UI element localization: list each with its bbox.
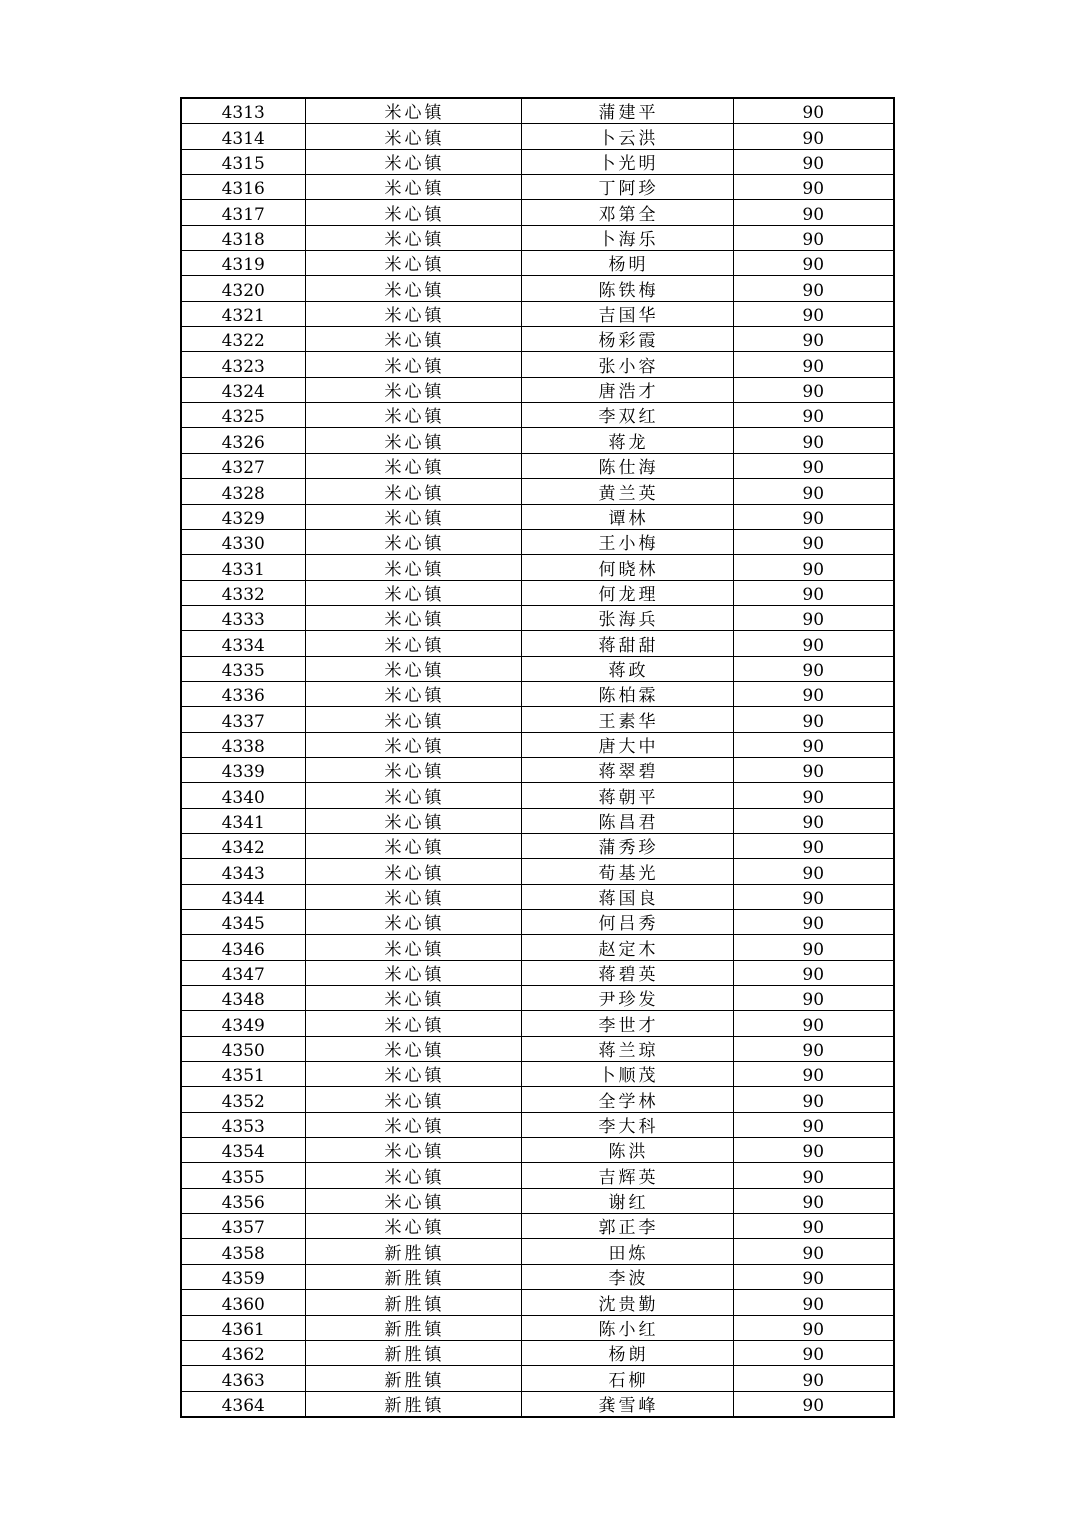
- person-name-cell: 蒋龙: [521, 428, 733, 453]
- table-row: [181, 98, 894, 124]
- table-row: [181, 1062, 894, 1087]
- town-cell: 米心镇: [305, 884, 521, 909]
- table-row: [181, 732, 894, 757]
- town-cell: 米心镇: [305, 935, 521, 960]
- town-cell: 米心镇: [305, 757, 521, 782]
- town-cell: 米心镇: [305, 479, 521, 504]
- table-row: [181, 1239, 894, 1264]
- person-name-cell: 蒋朝平: [521, 783, 733, 808]
- person-name-cell: 石柳: [521, 1366, 733, 1391]
- row-number-cell: 4314: [181, 124, 305, 149]
- person-name-cell: 李大科: [521, 1112, 733, 1137]
- town-cell: 米心镇: [305, 276, 521, 301]
- row-number-cell: 4348: [181, 986, 305, 1011]
- row-number-cell: 4315: [181, 149, 305, 174]
- table-row: [181, 1290, 894, 1315]
- town-cell: 米心镇: [305, 1163, 521, 1188]
- person-name-cell: 张小容: [521, 352, 733, 377]
- town-cell: 米心镇: [305, 707, 521, 732]
- score-cell: 90: [733, 1036, 894, 1061]
- table-row: [181, 707, 894, 732]
- person-name-cell: 黄兰英: [521, 479, 733, 504]
- score-cell: 90: [733, 225, 894, 250]
- row-number-cell: 4335: [181, 656, 305, 681]
- score-cell: 90: [733, 1366, 894, 1391]
- table-row: [181, 935, 894, 960]
- person-name-cell: 谭林: [521, 504, 733, 529]
- person-name-cell: 荀基光: [521, 859, 733, 884]
- town-cell: 米心镇: [305, 225, 521, 250]
- row-number-cell: 4356: [181, 1188, 305, 1213]
- town-cell: 米心镇: [305, 1036, 521, 1061]
- town-cell: 新胜镇: [305, 1391, 521, 1417]
- person-name-cell: 王小梅: [521, 529, 733, 554]
- town-cell: 米心镇: [305, 251, 521, 276]
- score-cell: 90: [733, 732, 894, 757]
- town-cell: 米心镇: [305, 1011, 521, 1036]
- row-number-cell: 4341: [181, 808, 305, 833]
- town-cell: 米心镇: [305, 808, 521, 833]
- score-cell: 90: [733, 504, 894, 529]
- score-cell: 90: [733, 403, 894, 428]
- row-number-cell: 4344: [181, 884, 305, 909]
- person-name-cell: 赵定木: [521, 935, 733, 960]
- score-cell: 90: [733, 859, 894, 884]
- score-cell: 90: [733, 1214, 894, 1239]
- row-number-cell: 4339: [181, 757, 305, 782]
- row-number-cell: 4327: [181, 453, 305, 478]
- town-cell: 米心镇: [305, 200, 521, 225]
- table-row: [181, 986, 894, 1011]
- town-cell: 米心镇: [305, 1062, 521, 1087]
- row-number-cell: 4349: [181, 1011, 305, 1036]
- town-cell: 新胜镇: [305, 1264, 521, 1289]
- table-row: [181, 403, 894, 428]
- score-cell: 90: [733, 884, 894, 909]
- town-cell: 米心镇: [305, 656, 521, 681]
- table-row: [181, 352, 894, 377]
- row-number-cell: 4321: [181, 301, 305, 326]
- row-number-cell: 4330: [181, 529, 305, 554]
- row-number-cell: 4337: [181, 707, 305, 732]
- town-cell: 新胜镇: [305, 1315, 521, 1340]
- score-cell: 90: [733, 757, 894, 782]
- person-name-cell: 陈柏霖: [521, 681, 733, 706]
- town-cell: 新胜镇: [305, 1340, 521, 1365]
- person-name-cell: 陈铁梅: [521, 276, 733, 301]
- score-cell: 90: [733, 986, 894, 1011]
- score-cell: 90: [733, 1239, 894, 1264]
- person-name-cell: 沈贵勤: [521, 1290, 733, 1315]
- row-number-cell: 4334: [181, 631, 305, 656]
- score-cell: 90: [733, 833, 894, 858]
- score-cell: 90: [733, 1112, 894, 1137]
- town-cell: 米心镇: [305, 555, 521, 580]
- score-cell: 90: [733, 352, 894, 377]
- person-name-cell: 杨明: [521, 251, 733, 276]
- town-cell: 米心镇: [305, 124, 521, 149]
- town-cell: 米心镇: [305, 377, 521, 402]
- person-name-cell: 全学林: [521, 1087, 733, 1112]
- person-name-cell: 李波: [521, 1264, 733, 1289]
- town-cell: 米心镇: [305, 859, 521, 884]
- town-cell: 米心镇: [305, 428, 521, 453]
- score-cell: 90: [733, 656, 894, 681]
- row-number-cell: 4313: [181, 98, 305, 124]
- person-name-cell: 何吕秀: [521, 910, 733, 935]
- row-number-cell: 4331: [181, 555, 305, 580]
- score-cell: 90: [733, 631, 894, 656]
- score-cell: 90: [733, 1188, 894, 1213]
- row-number-cell: 4357: [181, 1214, 305, 1239]
- person-name-cell: 龚雪峰: [521, 1391, 733, 1417]
- row-number-cell: 4352: [181, 1087, 305, 1112]
- table-row: [181, 1315, 894, 1340]
- town-cell: 米心镇: [305, 910, 521, 935]
- row-number-cell: 4355: [181, 1163, 305, 1188]
- row-number-cell: 4361: [181, 1315, 305, 1340]
- person-name-cell: 杨朗: [521, 1340, 733, 1365]
- person-name-cell: 李双红: [521, 403, 733, 428]
- town-cell: 米心镇: [305, 98, 521, 124]
- table-row: [181, 149, 894, 174]
- table-row: [181, 555, 894, 580]
- town-cell: 米心镇: [305, 504, 521, 529]
- table-row: [181, 1087, 894, 1112]
- table-body: [181, 98, 894, 1417]
- table-row: [181, 681, 894, 706]
- table-row: [181, 529, 894, 554]
- person-name-cell: 吉辉英: [521, 1163, 733, 1188]
- row-number-cell: 4325: [181, 403, 305, 428]
- town-cell: 米心镇: [305, 1087, 521, 1112]
- score-cell: 90: [733, 960, 894, 985]
- score-cell: 90: [733, 276, 894, 301]
- score-cell: 90: [733, 935, 894, 960]
- table-row: [181, 225, 894, 250]
- row-number-cell: 4340: [181, 783, 305, 808]
- score-cell: 90: [733, 251, 894, 276]
- row-number-cell: 4354: [181, 1138, 305, 1163]
- score-cell: 90: [733, 301, 894, 326]
- score-cell: 90: [733, 124, 894, 149]
- person-name-cell: 陈小红: [521, 1315, 733, 1340]
- score-cell: 90: [733, 377, 894, 402]
- row-number-cell: 4358: [181, 1239, 305, 1264]
- score-cell: 90: [733, 707, 894, 732]
- person-name-cell: 卜顺茂: [521, 1062, 733, 1087]
- person-name-cell: 吉国华: [521, 301, 733, 326]
- town-cell: 米心镇: [305, 833, 521, 858]
- town-cell: 米心镇: [305, 580, 521, 605]
- table-row: [181, 453, 894, 478]
- score-cell: 90: [733, 529, 894, 554]
- table-row: [181, 504, 894, 529]
- row-number-cell: 4329: [181, 504, 305, 529]
- person-name-cell: 唐浩才: [521, 377, 733, 402]
- person-name-cell: 唐大中: [521, 732, 733, 757]
- score-cell: 90: [733, 580, 894, 605]
- table-row: [181, 124, 894, 149]
- row-number-cell: 4342: [181, 833, 305, 858]
- score-cell: 90: [733, 428, 894, 453]
- score-cell: 90: [733, 681, 894, 706]
- person-name-cell: 尹珍发: [521, 986, 733, 1011]
- town-cell: 米心镇: [305, 732, 521, 757]
- table-row: [181, 631, 894, 656]
- score-cell: 90: [733, 1264, 894, 1289]
- town-cell: 新胜镇: [305, 1290, 521, 1315]
- score-cell: 90: [733, 98, 894, 124]
- table-row: [181, 327, 894, 352]
- table-row: [181, 1391, 894, 1417]
- table-row: [181, 960, 894, 985]
- town-cell: 米心镇: [305, 1214, 521, 1239]
- row-number-cell: 4360: [181, 1290, 305, 1315]
- table-row: [181, 783, 894, 808]
- row-number-cell: 4362: [181, 1340, 305, 1365]
- score-cell: 90: [733, 910, 894, 935]
- table-row: [181, 656, 894, 681]
- row-number-cell: 4359: [181, 1264, 305, 1289]
- town-cell: 米心镇: [305, 175, 521, 200]
- score-cell: 90: [733, 808, 894, 833]
- table-row: [181, 808, 894, 833]
- data-table: [180, 97, 895, 1418]
- table-row: [181, 251, 894, 276]
- person-name-cell: 卜云洪: [521, 124, 733, 149]
- score-cell: 90: [733, 479, 894, 504]
- town-cell: 米心镇: [305, 529, 521, 554]
- table-row: [181, 1036, 894, 1061]
- person-name-cell: 田炼: [521, 1239, 733, 1264]
- town-cell: 米心镇: [305, 149, 521, 174]
- table-row: [181, 757, 894, 782]
- person-name-cell: 何晓林: [521, 555, 733, 580]
- town-cell: 新胜镇: [305, 1366, 521, 1391]
- score-cell: 90: [733, 1087, 894, 1112]
- score-cell: 90: [733, 1011, 894, 1036]
- row-number-cell: 4351: [181, 1062, 305, 1087]
- person-name-cell: 郭正李: [521, 1214, 733, 1239]
- person-name-cell: 卜海乐: [521, 225, 733, 250]
- person-name-cell: 蒋国良: [521, 884, 733, 909]
- row-number-cell: 4319: [181, 251, 305, 276]
- table-row: [181, 1214, 894, 1239]
- town-cell: 米心镇: [305, 1188, 521, 1213]
- person-name-cell: 蒋兰琼: [521, 1036, 733, 1061]
- table-row: [181, 479, 894, 504]
- score-cell: 90: [733, 1315, 894, 1340]
- table-row: [181, 1340, 894, 1365]
- row-number-cell: 4345: [181, 910, 305, 935]
- person-name-cell: 张海兵: [521, 605, 733, 630]
- person-name-cell: 李世才: [521, 1011, 733, 1036]
- score-cell: 90: [733, 1340, 894, 1365]
- row-number-cell: 4323: [181, 352, 305, 377]
- score-cell: 90: [733, 555, 894, 580]
- row-number-cell: 4320: [181, 276, 305, 301]
- person-name-cell: 陈昌君: [521, 808, 733, 833]
- town-cell: 米心镇: [305, 301, 521, 326]
- row-number-cell: 4326: [181, 428, 305, 453]
- person-name-cell: 陈洪: [521, 1138, 733, 1163]
- row-number-cell: 4317: [181, 200, 305, 225]
- person-name-cell: 谢红: [521, 1188, 733, 1213]
- town-cell: 米心镇: [305, 352, 521, 377]
- row-number-cell: 4324: [181, 377, 305, 402]
- person-name-cell: 丁阿珍: [521, 175, 733, 200]
- person-name-cell: 蒋甜甜: [521, 631, 733, 656]
- score-cell: 90: [733, 1391, 894, 1417]
- town-cell: 新胜镇: [305, 1239, 521, 1264]
- table-row: [181, 1112, 894, 1137]
- table-row: [181, 1264, 894, 1289]
- row-number-cell: 4364: [181, 1391, 305, 1417]
- person-name-cell: 蒲建平: [521, 98, 733, 124]
- score-cell: 90: [733, 1290, 894, 1315]
- row-number-cell: 4343: [181, 859, 305, 884]
- town-cell: 米心镇: [305, 681, 521, 706]
- person-name-cell: 蒋政: [521, 656, 733, 681]
- table-row: [181, 175, 894, 200]
- table-row: [181, 1011, 894, 1036]
- table-row: [181, 377, 894, 402]
- row-number-cell: 4332: [181, 580, 305, 605]
- row-number-cell: 4350: [181, 1036, 305, 1061]
- person-name-cell: 蒲秀珍: [521, 833, 733, 858]
- row-number-cell: 4316: [181, 175, 305, 200]
- table-row: [181, 200, 894, 225]
- town-cell: 米心镇: [305, 986, 521, 1011]
- person-name-cell: 蒋碧英: [521, 960, 733, 985]
- town-cell: 米心镇: [305, 1112, 521, 1137]
- table-row: [181, 276, 894, 301]
- score-cell: 90: [733, 783, 894, 808]
- row-number-cell: 4347: [181, 960, 305, 985]
- score-cell: 90: [733, 1138, 894, 1163]
- person-name-cell: 何龙理: [521, 580, 733, 605]
- row-number-cell: 4322: [181, 327, 305, 352]
- person-name-cell: 蒋翠碧: [521, 757, 733, 782]
- score-cell: 90: [733, 1163, 894, 1188]
- row-number-cell: 4328: [181, 479, 305, 504]
- table-row: [181, 428, 894, 453]
- table-row: [181, 884, 894, 909]
- table-row: [181, 1138, 894, 1163]
- table-row: [181, 910, 894, 935]
- person-name-cell: 杨彩霞: [521, 327, 733, 352]
- person-name-cell: 陈仕海: [521, 453, 733, 478]
- person-name-cell: 卜光明: [521, 149, 733, 174]
- table-row: [181, 833, 894, 858]
- row-number-cell: 4363: [181, 1366, 305, 1391]
- row-number-cell: 4346: [181, 935, 305, 960]
- table-row: [181, 859, 894, 884]
- row-number-cell: 4333: [181, 605, 305, 630]
- table-row: [181, 1188, 894, 1213]
- town-cell: 米心镇: [305, 403, 521, 428]
- score-cell: 90: [733, 327, 894, 352]
- row-number-cell: 4338: [181, 732, 305, 757]
- row-number-cell: 4318: [181, 225, 305, 250]
- town-cell: 米心镇: [305, 327, 521, 352]
- table-row: [181, 580, 894, 605]
- table-row: [181, 301, 894, 326]
- score-cell: 90: [733, 453, 894, 478]
- town-cell: 米心镇: [305, 605, 521, 630]
- town-cell: 米心镇: [305, 783, 521, 808]
- score-cell: 90: [733, 605, 894, 630]
- score-cell: 90: [733, 1062, 894, 1087]
- table-row: [181, 1163, 894, 1188]
- row-number-cell: 4336: [181, 681, 305, 706]
- row-number-cell: 4353: [181, 1112, 305, 1137]
- town-cell: 米心镇: [305, 453, 521, 478]
- score-cell: 90: [733, 175, 894, 200]
- town-cell: 米心镇: [305, 960, 521, 985]
- table-row: [181, 1366, 894, 1391]
- town-cell: 米心镇: [305, 631, 521, 656]
- person-name-cell: 王素华: [521, 707, 733, 732]
- person-name-cell: 邓第全: [521, 200, 733, 225]
- table-row: [181, 605, 894, 630]
- score-cell: 90: [733, 149, 894, 174]
- town-cell: 米心镇: [305, 1138, 521, 1163]
- score-cell: 90: [733, 200, 894, 225]
